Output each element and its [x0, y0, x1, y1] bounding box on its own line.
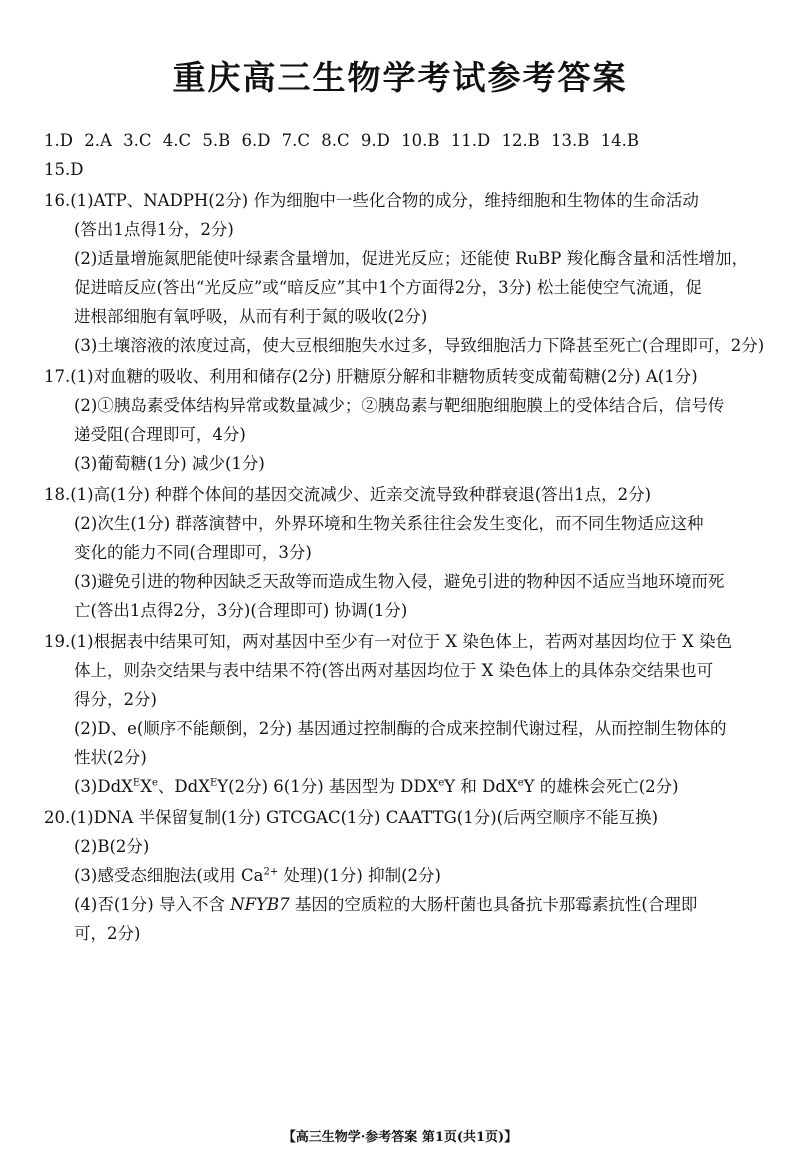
mc-answers-line-2: 15.D	[44, 160, 84, 179]
question-19-answer	[44, 627, 764, 801]
q18-line: 18.(1)高(1分) 种群个体间的基因交流减少、近亲交流导致种群衰退(答出1点，2分)	[44, 485, 652, 504]
q20-text-part: (4)否(1分) 导入不含	[74, 895, 231, 914]
q19-text-part: X	[140, 777, 152, 796]
superscript: 2+	[263, 866, 279, 878]
q16-line: 进根部细胞有氧呼吸，从而有利于氮的吸收(2分)	[74, 307, 428, 326]
q16-line: 16.(1)ATP、NADPH(2分) 作为细胞中一些化合物的成分，维持细胞和生物体的生命活动	[44, 191, 699, 210]
q16-line: (3)土壤溶液的浓度过高，使大豆根细胞失水过多，导致细胞活力下降甚至死亡(合理即可，2分)	[74, 336, 765, 355]
q20-line: (2)B(2分)	[74, 837, 150, 856]
q17-line: 递受阻(合理即可，4分)	[74, 425, 246, 444]
q19-text-part: Y 的雄株会死亡(2分)	[523, 777, 679, 796]
mc-answers-line-1: 1.D 2.A 3.C 4.C 5.B 6.D 7.C 8.C 9.D 10.B 11.D 12.B 13.B 14.B	[44, 131, 640, 150]
q20-line: 20.(1)DNA 半保留复制(1分) GTCGAC(1分) CAATTG(1分)(后两空顺序不能互换)	[44, 808, 659, 827]
answer-content	[44, 126, 764, 948]
q18-line: (2)次生(1分) 群落演替中，外界环境和生物关系往往会发生变化，而不同生物适应这种	[74, 514, 704, 533]
page-title: 重庆高三生物学考试参考答案	[172, 58, 628, 97]
q19-line: 性状(2分)	[74, 748, 147, 767]
q20-gene-line	[44, 890, 764, 919]
question-16-answer	[44, 186, 764, 360]
q17-line: 17.(1)对血糖的吸收、利用和储存(2分) 肝糖原分解和非糖物质转变成葡萄糖(2分) A(1分)	[44, 367, 698, 386]
question-17-answer	[44, 362, 764, 478]
gene-name: NFYB7	[230, 895, 290, 914]
q20-line: 可，2分)	[74, 924, 141, 943]
q20-text-part: (3)感受态细胞法(或用 Ca	[74, 866, 264, 885]
q18-line: 变化的能力不同(合理即可，3分)	[74, 543, 312, 562]
q19-line: 得分，2分)	[74, 690, 157, 709]
q20-text-part: 基因的空质粒的大肠杆菌也具备抗卡那霉素抗性(合理即	[289, 895, 698, 914]
superscript: E	[132, 777, 141, 789]
question-20-answer	[44, 803, 764, 948]
q19-line: 19.(1)根据表中结果可知，两对基因中至少有一对位于 X 染色体上，若两对基因均位于 X 染色	[44, 632, 733, 651]
q16-line: (答出1点得1分，2分)	[74, 220, 234, 239]
q19-text-part: (3)DdX	[74, 777, 133, 796]
superscript: e	[438, 777, 445, 789]
q18-line: 亡(答出1点得2分，3分)(合理即可) 协调(1分)	[74, 601, 408, 620]
q16-line: (2)适量增施氮肥能使叶绿素含量增加，促进光反应；还能使 RuBP 羧化酶含量和活性增加，	[74, 249, 749, 268]
multiple-choice-answers	[44, 126, 764, 184]
page-footer: 【高三生物学·参考答案 第1页(共1页)】	[282, 1130, 518, 1145]
q19-text-part: 、DdX	[157, 777, 210, 796]
q17-line: (2)①胰岛素受体结构异常或数量减少；②胰岛素与靶细胞细胞膜上的受体结合后，信号传	[74, 396, 725, 415]
q20-text-part: 处理)(1分) 抑制(2分)	[278, 866, 441, 885]
q18-line: (3)避免引进的物种因缺乏天敌等而造成生物入侵，避免引进的物种因不适应当地环境而死	[74, 572, 725, 591]
q19-line: 体上，则杂交结果与表中结果不符(答出两对基因均位于 X 染色体上的具体杂交结果也可	[74, 661, 714, 680]
q19-genotype-line	[44, 772, 764, 801]
q19-text-part: Y 和 DdX	[444, 777, 518, 796]
q17-line: (3)葡萄糖(1分) 减少(1分)	[74, 454, 265, 473]
question-18-answer	[44, 480, 764, 625]
q19-line: (2)D、e(顺序不能颠倒，2分) 基因通过控制酶的合成来控制代谢过程，从而控制生物体的	[74, 719, 727, 738]
q19-text-part: Y(2分) 6(1分) 基因型为 DDX	[217, 777, 439, 796]
superscript: e	[517, 777, 524, 789]
q16-line: 促进暗反应(答出“光反应”或“暗反应”其中1个方面得2分，3分) 松土能使空气流通，促	[74, 278, 702, 297]
q20-calcium-line	[44, 861, 764, 890]
superscript: e	[151, 777, 158, 789]
superscript: E	[209, 777, 218, 789]
